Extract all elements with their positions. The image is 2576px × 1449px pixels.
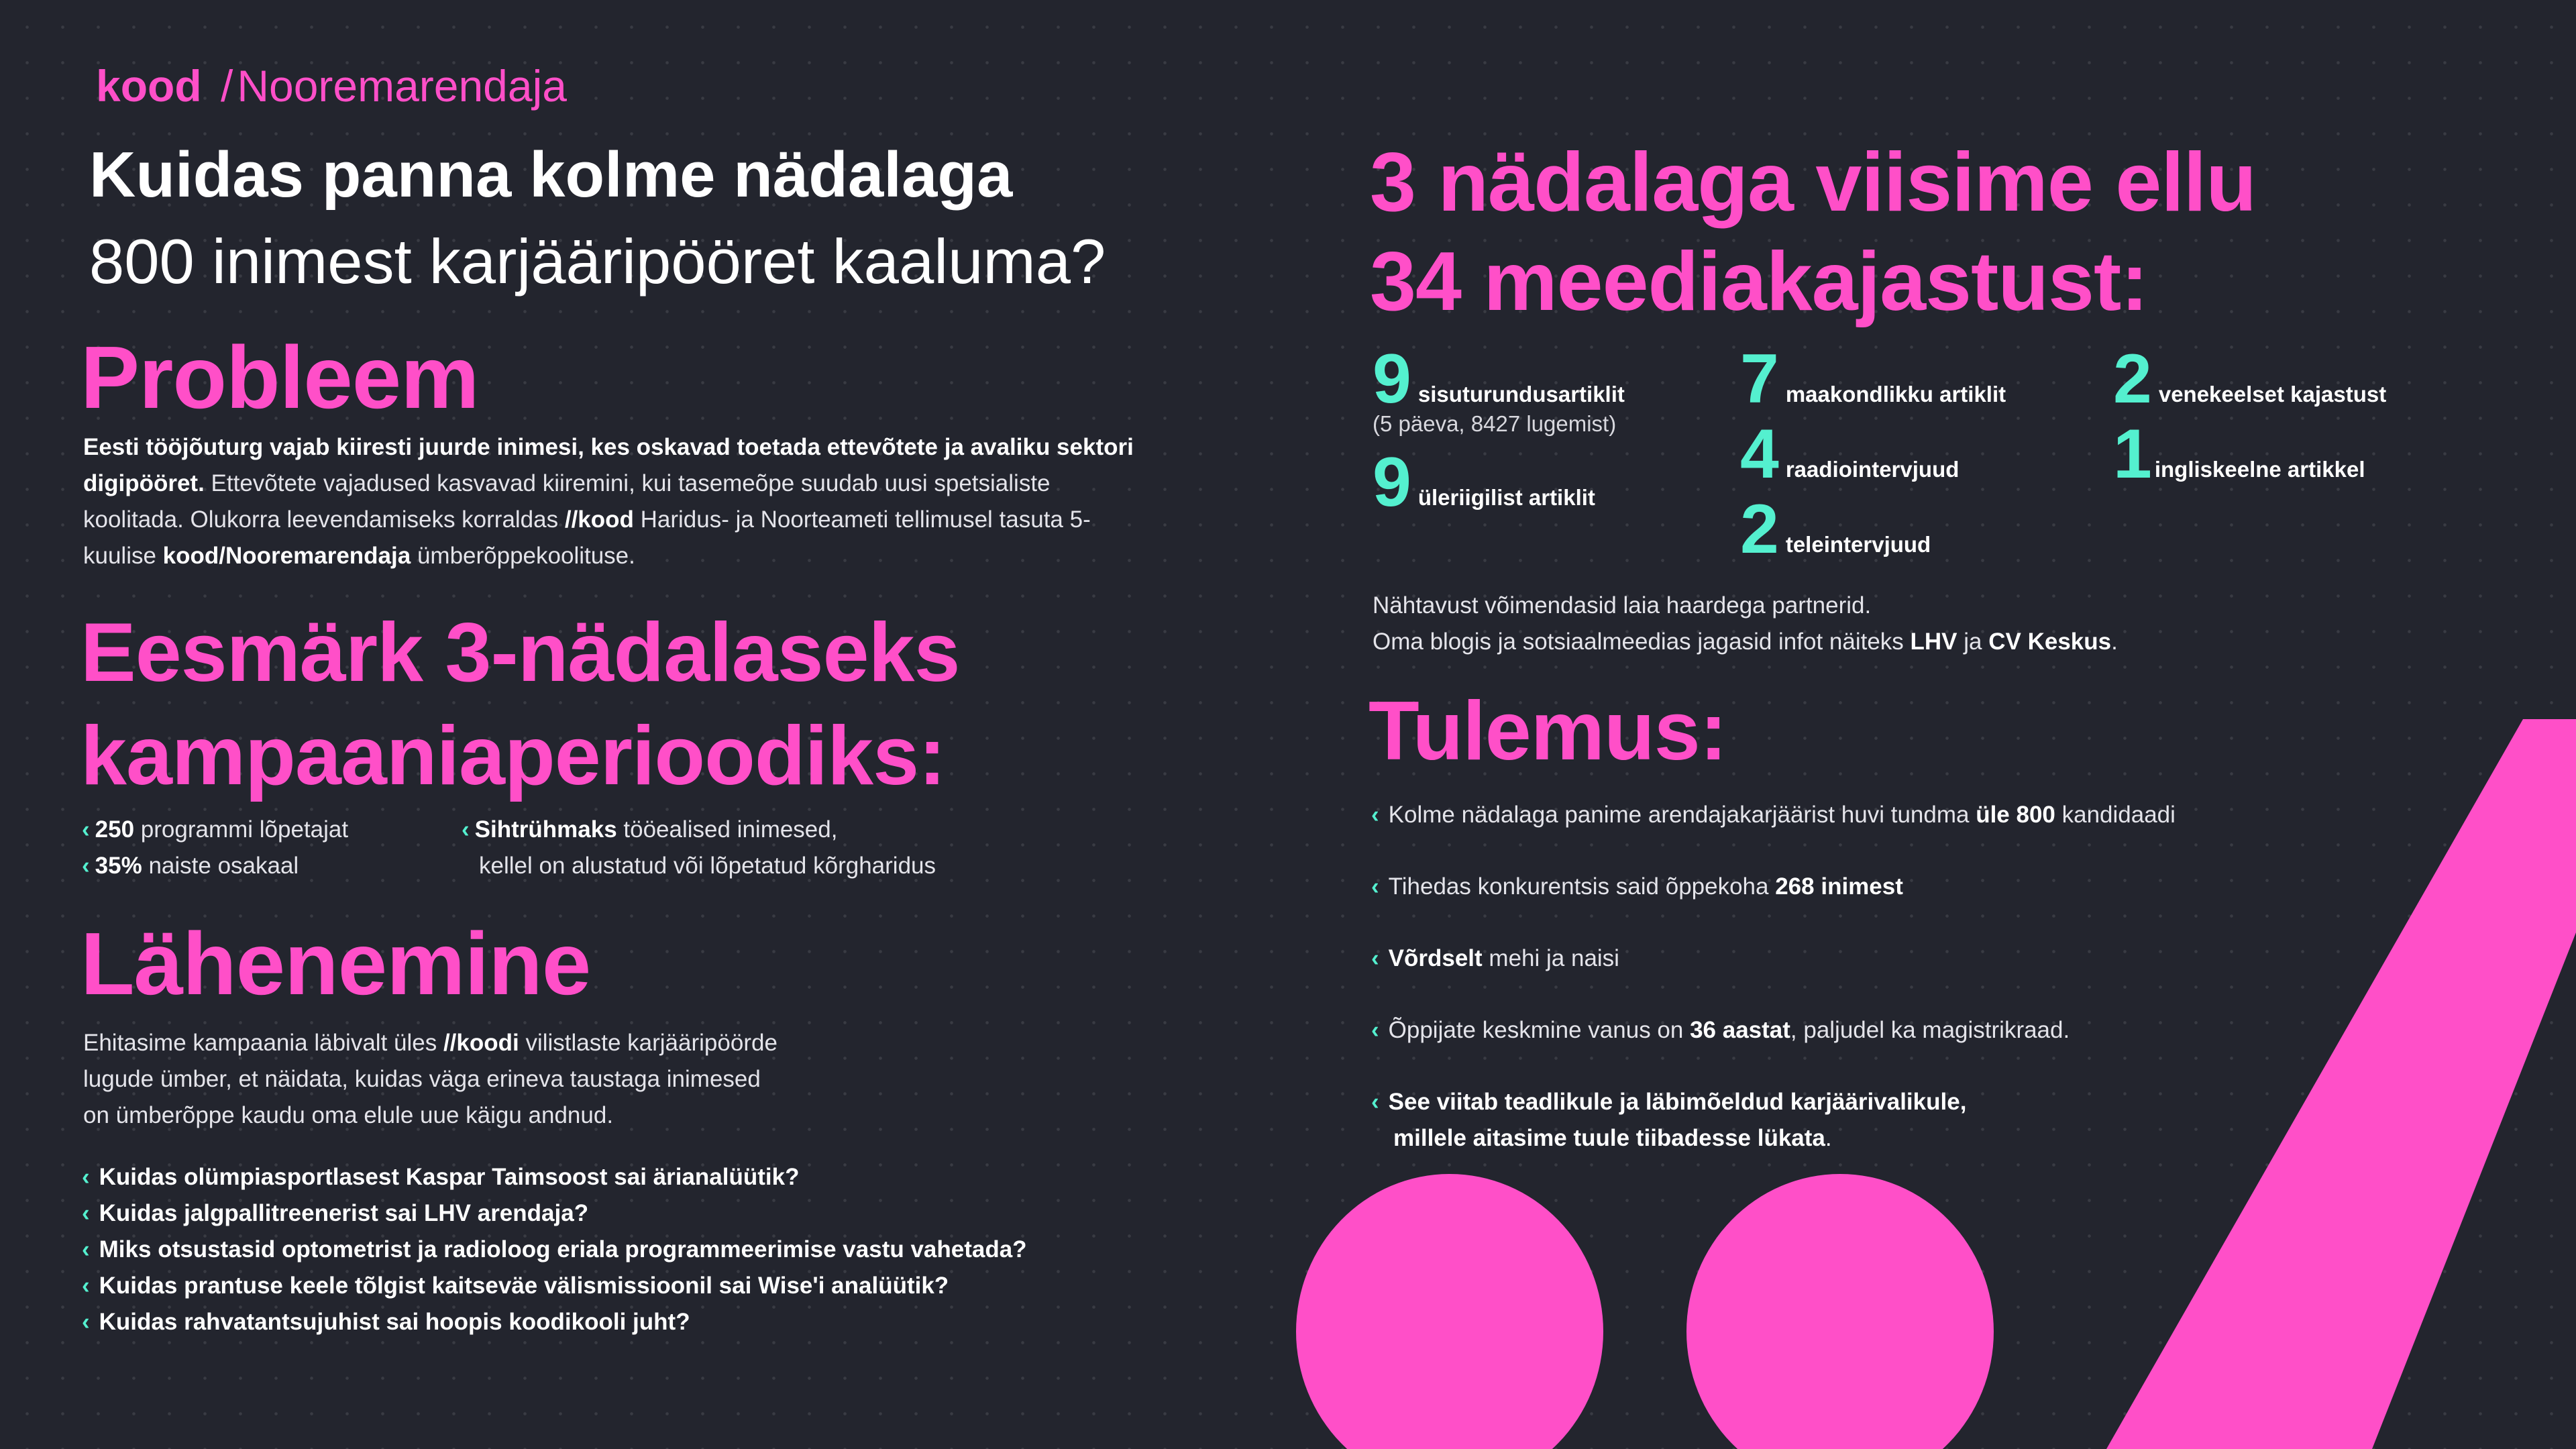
result-text: kandidaadi xyxy=(2055,802,2176,828)
goal-list xyxy=(82,812,348,884)
result-text: mehi ja naisi xyxy=(1482,945,1619,971)
visibility-mid: ja xyxy=(1957,629,1989,655)
chevron-left-icon: ‹ xyxy=(1371,945,1379,971)
result-value: 268 inimest xyxy=(1775,873,1903,900)
visibility-text xyxy=(1373,588,2118,660)
stat-sisuturundus xyxy=(1373,340,1625,418)
stat-label: maakondlikku artiklit xyxy=(1785,382,2006,407)
partner-lhv: LHV xyxy=(1910,629,1957,655)
partner-cv-keskus: CV Keskus xyxy=(1988,629,2112,655)
problem-lead: Eesti tööjõuturg vajab kiiresti juurde inimesi, kes oskavad toetada ettevõtete ja avaliku sektori digipööret. xyxy=(83,434,1134,496)
media-heading-line1: 3 nädalaga viisime ellu xyxy=(1370,136,2256,229)
goal-heading-line1: Eesmärk 3-nädalaseks xyxy=(80,606,960,699)
question-text: Kuidas rahvatantsujuhist sai hoopis koodikooli juht? xyxy=(99,1309,690,1335)
goal-target-line1: tööealised inimesed, xyxy=(616,816,838,843)
page-title-line1: Kuidas panna kolme nädalaga xyxy=(89,139,1013,211)
stat-raadio xyxy=(1740,415,1960,493)
stat-label: sisuturundusartiklit xyxy=(1417,382,1625,407)
stat-number: 9 xyxy=(1373,340,1411,418)
brand-sub: Nooremarendaja xyxy=(237,61,567,111)
problem-program-bold: kood/Nooremarendaja xyxy=(162,543,411,569)
stat-number: 9 xyxy=(1373,443,1411,521)
problem-text xyxy=(83,429,1157,574)
result-text: millele aitasime tuule tiibadesse lükata xyxy=(1393,1125,1825,1151)
approach-text-part1: Ehitasime kampaania läbivalt üles xyxy=(83,1030,443,1056)
problem-heading: Probleem xyxy=(80,328,479,427)
chevron-left-icon: ‹ xyxy=(462,816,470,843)
chevron-left-icon: ‹ xyxy=(82,1200,90,1226)
problem-text-part2: Haridus- ja Noorteameti tellimusel tasuta 5-kuulise xyxy=(83,506,1091,569)
visibility-end: . xyxy=(2111,629,2118,655)
result-item xyxy=(1371,797,2176,833)
question-text: Kuidas jalgpallitreenerist sai LHV arendaja? xyxy=(99,1200,589,1226)
chevron-left-icon: ‹ xyxy=(82,816,90,843)
media-heading-line2: 34 meediakajastust: xyxy=(1370,235,2148,328)
result-value: 36 aastat xyxy=(1690,1017,1790,1043)
goal-item xyxy=(82,812,348,848)
question-item xyxy=(82,1304,1027,1340)
chevron-left-icon: ‹ xyxy=(82,1273,90,1299)
brand-separator: / xyxy=(221,61,233,111)
question-item xyxy=(82,1195,1027,1232)
chevron-left-icon: ‹ xyxy=(82,1164,90,1190)
goal-heading-line2: kampaaniaperioodiks: xyxy=(80,710,946,802)
goal-item-label: programmi lõpetajat xyxy=(134,816,349,843)
stat-uleriigilist xyxy=(1373,443,1595,521)
chevron-left-icon: ‹ xyxy=(82,1236,90,1263)
visibility-line2: Oma blogis ja sotsiaalmeedias jagasid infot näiteks xyxy=(1373,629,1911,655)
stat-venekeelne xyxy=(2113,340,2387,418)
approach-heading: Lähenemine xyxy=(80,914,591,1013)
stat-label: teleintervjuud xyxy=(1785,532,1931,557)
result-text: , paljudel ka magistrikraad. xyxy=(1790,1017,2070,1043)
brand-name: kood xyxy=(96,61,202,111)
page-title-line2: 800 inimest karjääripööret kaaluma? xyxy=(89,226,1106,297)
result-end: . xyxy=(1825,1125,1832,1151)
stat-ingliskeelne xyxy=(2113,415,2365,493)
visibility-line1: Nähtavust võimendasid laia haardega partnerid. xyxy=(1373,592,1872,619)
chevron-left-icon: ‹ xyxy=(1371,802,1379,828)
result-text: Õppijate keskmine vanus on xyxy=(1388,1017,1690,1043)
result-item xyxy=(1371,869,1903,905)
stat-number: 2 xyxy=(2113,340,2152,418)
question-item xyxy=(82,1232,1027,1268)
stat-tele xyxy=(1740,490,1931,568)
question-text: Kuidas olümpiasportlasest Kaspar Taimsoost sai ärianalüütik? xyxy=(99,1164,800,1190)
stat-note: (5 päeva, 8427 lugemist) xyxy=(1373,411,1617,436)
result-item xyxy=(1371,1084,1966,1157)
result-value: üle 800 xyxy=(1976,802,2055,828)
stat-label: raadiointervjuud xyxy=(1785,457,1960,482)
stat-label: üleriigilist artiklit xyxy=(1417,485,1595,510)
stat-maakondlik xyxy=(1740,340,2006,418)
approach-text xyxy=(83,1025,777,1134)
approach-text-part2: vilistlaste karjääripöörde xyxy=(519,1030,777,1056)
stat-label: ingliskeelne artikkel xyxy=(2154,457,2365,482)
stat-number: 1 xyxy=(2113,415,2152,493)
brand-logo xyxy=(96,59,567,113)
result-heading: Tulemus: xyxy=(1368,685,1727,777)
question-text: Kuidas prantuse keele tõlgist kaitseväe välismissioonil sai Wise'i analüütik? xyxy=(99,1273,949,1299)
result-item xyxy=(1371,941,1619,977)
goal-target-bold: Sihtrühmaks xyxy=(474,816,617,843)
decor-circle-left xyxy=(1296,1174,1603,1449)
goal-item-value: 35% xyxy=(95,853,142,879)
chevron-left-icon: ‹ xyxy=(1371,1017,1379,1043)
decor-circle-right xyxy=(1686,1174,1994,1449)
result-text: See viitab teadlikule ja läbimõeldud karjäärivalikule, xyxy=(1388,1089,1967,1115)
stat-number: 7 xyxy=(1740,340,1779,418)
question-item xyxy=(82,1159,1027,1195)
decor-slash xyxy=(2106,719,2576,1449)
problem-kood-bold: //kood xyxy=(564,506,634,533)
goal-target-line2: kellel on alustatud või lõpetatud kõrgharidus xyxy=(479,853,936,879)
goal-item xyxy=(82,848,348,884)
chevron-left-icon: ‹ xyxy=(1371,873,1379,900)
chevron-left-icon: ‹ xyxy=(82,853,90,879)
problem-text-part3: ümberõppekoolituse. xyxy=(411,543,635,569)
result-text: Tihedas konkurentsis said õppekoha xyxy=(1388,873,1776,900)
problem-text-part1: Ettevõtete vajadused kasvavad kiiremini, kui tasemeõpe suudab uusi spetsialiste koolitada. Olukorra leevendamiseks korraldas xyxy=(83,470,1051,533)
result-value: Võrdselt xyxy=(1388,945,1483,971)
goal-item-value: 250 xyxy=(95,816,135,843)
result-text: Kolme nädalaga panime arendajakarjäärist huvi tundma xyxy=(1388,802,1976,828)
stat-number: 2 xyxy=(1740,490,1779,568)
approach-questions xyxy=(82,1159,1027,1340)
question-text: Miks otsustasid optometrist ja radioloog eriala programmeerimise vastu vahetada? xyxy=(99,1236,1027,1263)
stat-label: venekeelset kajastust xyxy=(2158,382,2387,407)
question-item xyxy=(82,1268,1027,1304)
stat-number: 4 xyxy=(1740,415,1779,493)
chevron-left-icon: ‹ xyxy=(82,1309,90,1335)
goal-target xyxy=(462,812,936,884)
approach-text-line2: lugude ümber, et näidata, kuidas väga erineva taustaga inimesed xyxy=(83,1066,761,1092)
goal-item-label: naiste osakaal xyxy=(142,853,299,879)
chevron-left-icon: ‹ xyxy=(1371,1089,1379,1115)
approach-kood-bold: //koodi xyxy=(443,1030,519,1056)
approach-text-line3: on ümberõppe kaudu oma elule uue käigu andnud. xyxy=(83,1102,614,1128)
result-item xyxy=(1371,1012,2070,1049)
